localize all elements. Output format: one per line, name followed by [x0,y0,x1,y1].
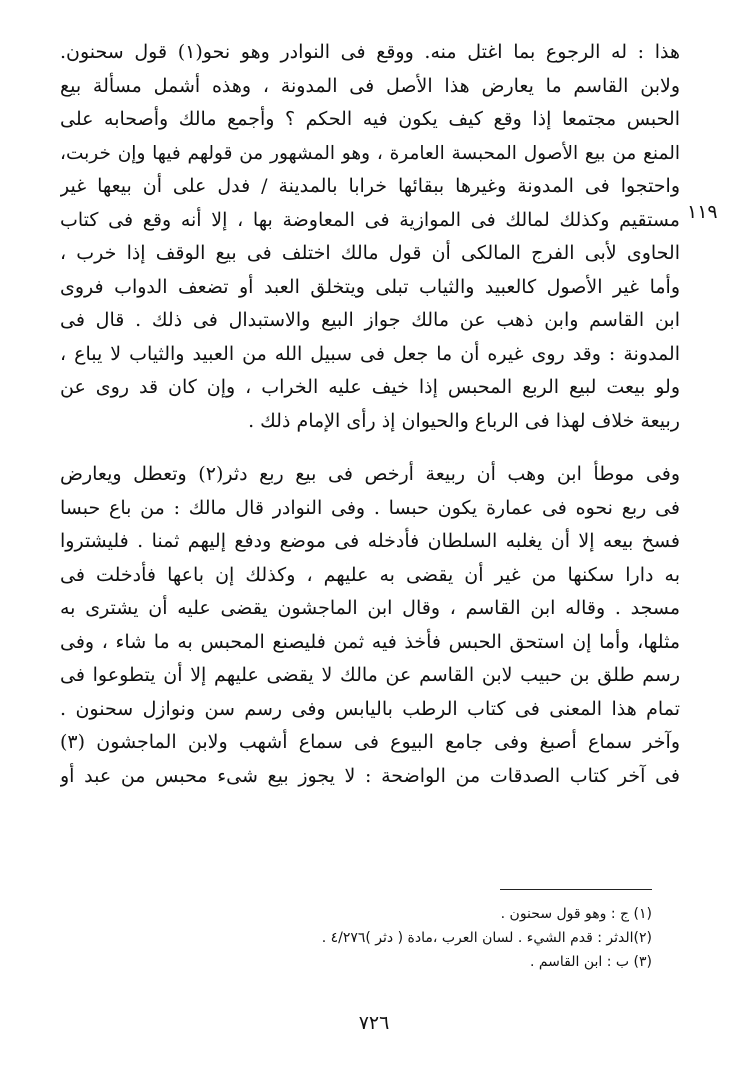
text-line: تمام هذا المعنى فى كتاب الرطب باليابس وفى رسم سن ونوازل سحنون . [60,697,680,720]
text-line: ولو بيعت لبيع الربع المحبس إذا خيف عليه الخراب ، وإن كان قد روى عن [60,376,680,398]
text-line: فسخ بيعه إلا أن يغلبه السلطان فأدخله فى موضع ودفع إليهم ثمنا . فليشتروا [60,530,680,552]
text-line: مستقيم وكذلك لمالك فى الموازية فى المعاوضة بها ، إلا أنه وقع فى كتاب [60,208,680,231]
text-line: ربيعة خلاف لهذا فى الرباع والحيوان إذ رأى الإمام ذلك . [248,409,680,432]
paragraph-1 [60,36,680,438]
text-line: فى ربع نحوه فى عمارة يكون حبسا . وفى النوادر قال مالك : من باع حبسا [60,496,680,519]
page-number: ٧٢٦ [358,1012,390,1034]
text-line: الحاوى لأبى الفرج المالكى أن قول مالك اختلف فى بيع الوقف إذا خرب ، [60,242,680,264]
text-line: المنع من بيع الأصول المحبسة العامرة ، وهو المشهور من قولهم فيها وإن خربت، [60,142,680,164]
text-line: وأما غير الأصول كالعبيد والثياب تبلى ويتخلق العبد أو تضعف الدواب فروى [60,275,680,298]
footnote-2: (٢)الدثر : قدم الشيء . لسان العرب ،مادة ( دثر )٤/٢٧٦ . [321,930,652,946]
text-line: واحتجوا فى المدونة وغيرها ببقائها خرابا بالمدينة / فدل على أن بيعها غير [60,175,680,197]
text-line: المدونة : وقد روى غيره أن ما جعل فى سبيل الله من العبيد والثياب لا يباع ، [60,342,680,365]
text-line: ابن القاسم وابن ذهب عن مالك جواز البيع والاستبدال فى ذلك . قال فى [60,309,680,331]
text-line: به دارا سكنها من غير أن يقضى به عليهم ، وكذلك إن باعها فأدخلت فى [60,563,680,586]
main-text [60,36,680,793]
text-line: ولابن القاسم ما يعارض هذا الأصل فى المدونة ، وهذه أشمل مسألة بيع [60,74,680,97]
text-line: فى آخر كتاب الصدقات من الواضحة : لا يجوز بيع شىء محبس من عبد أو [60,764,680,787]
text-line: رسم طلق بن حبيب لابن القاسم عن مالك لا يقضى عليهم إلا أن يتطوعوا فى [60,664,680,686]
footnote-divider [500,889,652,890]
text-line: هذا : له الرجوع بما اغتل منه. ووقع فى النوادر وهو نحو(١) قول سحنون. [60,41,680,63]
text-line: مسجد . وقاله ابن القاسم ، وقال ابن الماجشون يقضى عليه أن يشترى به [60,597,680,619]
text-line: وفى موطأ ابن وهب أن ربيعة أرخص فى بيع ربع دثر(٢) وتعطل ويعارض [60,463,680,485]
footnote-3: (٣) ب : ابن القاسم . [529,954,652,970]
footnote-1: (١) ج : وهو قول سحنون . [500,906,652,922]
text-line: وآخر سماع أصبغ وفى جامع البيوع فى سماع أشهب ولابن الماجشون (٣) [60,731,680,753]
text-line: الحبس مجتمعا إذا وقع كيف يكون فيه الحكم ؟ وأجمع مالك وأصحابه على [60,108,680,130]
text-line: مثلها، وأما إن استحق الحبس فأخذ فيه ثمن فليصنع المحبس به ما شاء ، وفى [60,630,680,653]
paragraph-2 [60,458,680,793]
margin-folio-number: ١١٩ [687,201,718,223]
paragraph-spacer [60,438,680,458]
footnotes [200,902,652,974]
